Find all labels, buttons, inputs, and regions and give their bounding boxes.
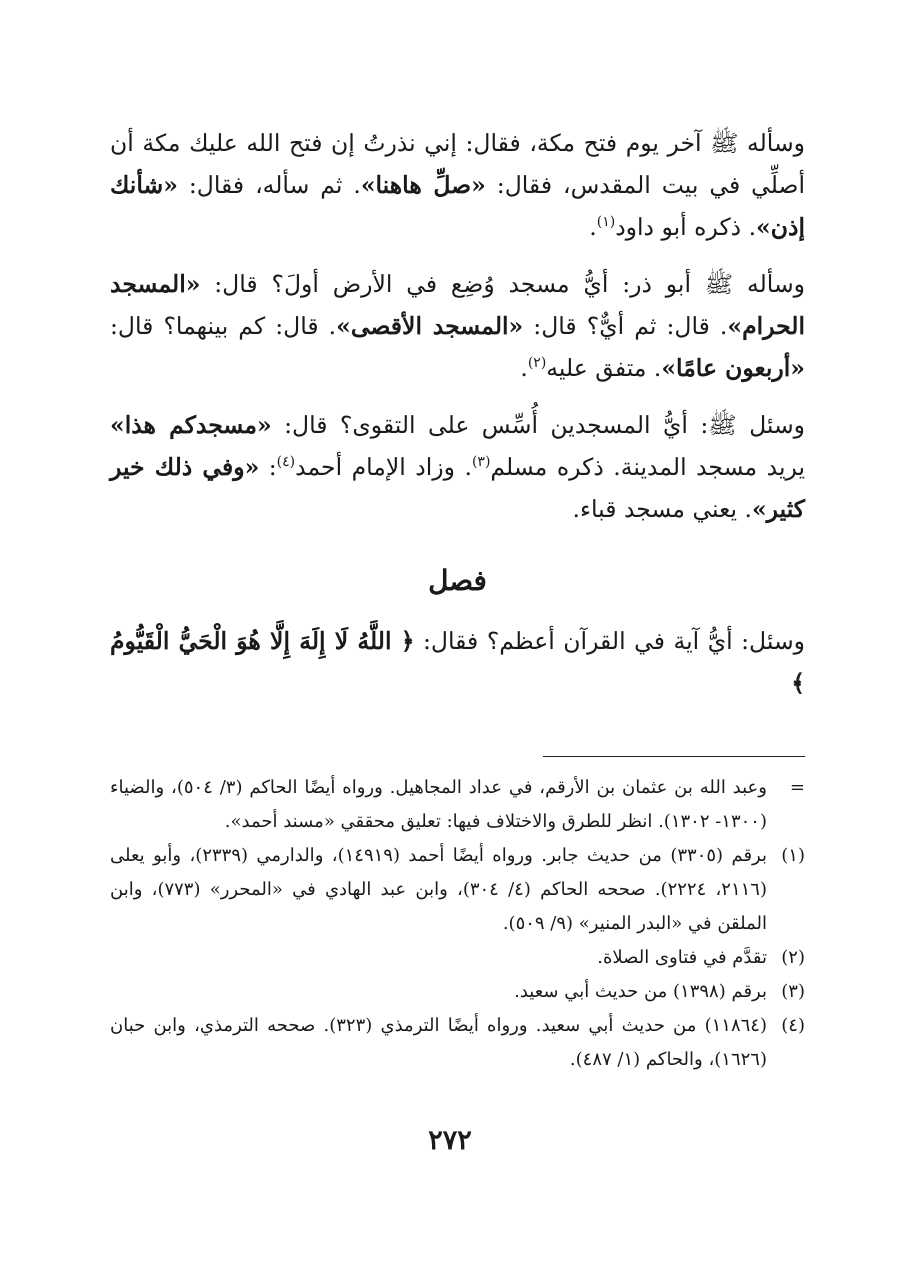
- text: وسأله ﷺ آخر يوم فتح مكة، فقال: إني نذرتُ إن فتح الله عليك مكة أن أصلِّي في بيت المقدس، فقال:: [110, 129, 806, 199]
- text: . ثم سأله، فقال:: [177, 171, 361, 199]
- footnote-text: تقدَّم في فتاوى الصلاة.: [597, 947, 767, 968]
- footnote-number: =: [789, 777, 805, 798]
- text: . وزاد الإمام أحمد: [295, 453, 472, 481]
- text: . يعني مسجد قباء.: [572, 495, 752, 523]
- footnote-text: برقم (١٣٩٨) من حديث أبي سعيد.: [514, 981, 767, 1002]
- footnote-text: (١١٨٦٤) من حديث أبي سعيد. ورواه أيضًا الترمذي (٣٢٣). صححه الترمذي، وابن حبان (١٦٢٦)، والحاكم (١/ ٤٨٧).: [110, 1015, 767, 1070]
- hadith-quote: «وفي ذلك خير كثير»: [110, 453, 805, 523]
- hadith-quote: «المسجد الحرام»: [110, 270, 805, 340]
- paragraph-2: [110, 263, 805, 389]
- page-body: [110, 122, 805, 1077]
- text: . قال: ثم أيٌّ؟ قال:: [523, 312, 728, 340]
- hadith-quote: «مسجدكم هذا»: [110, 411, 272, 439]
- text: وسأله ﷺ أبو ذر: أيُّ مسجد وُضِع في الأرض أولَ؟ قال:: [200, 270, 805, 298]
- footnote-2: [110, 941, 805, 975]
- paragraph-3: [110, 404, 805, 530]
- text: . متفق عليه: [546, 354, 662, 382]
- footnote-4: [110, 1009, 805, 1077]
- footnote-ref-2[interactable]: (٢): [527, 355, 547, 371]
- footnote-number: (٢): [781, 947, 805, 968]
- hadith-quote: «أربعون عامًا»: [661, 354, 805, 382]
- quran-verse: ﴿ اللَّهُ لَا إِلَهَ إِلَّا هُوَ الْحَيُّ الْقَيُّومُ ﴾: [110, 627, 805, 697]
- text: يريد مسجد المدينة. ذكره مسلم: [490, 453, 805, 481]
- hadith-quote: «شأنك إذن»: [110, 171, 805, 241]
- section-title: فصل: [428, 564, 487, 597]
- footnote-number: (٤): [781, 1015, 805, 1036]
- text: .: [520, 354, 528, 382]
- footnote-continued: [110, 771, 805, 839]
- footnote-divider: [543, 756, 805, 757]
- footnote-3: [110, 975, 805, 1009]
- paragraph-1: [110, 122, 805, 248]
- hadith-quote: «صلِّ هاهنا»: [360, 171, 486, 199]
- page-number: ٢٧٢: [428, 1125, 472, 1156]
- footnote-ref-1[interactable]: (١): [596, 214, 616, 230]
- text: .: [589, 213, 597, 241]
- footnote-1: [110, 839, 805, 941]
- footnote-text: برقم (٣٣٠٥) من حديث جابر. ورواه أيضًا أحمد (١٤٩١٩)، والدارمي (٢٣٣٩)، وأبو يعلى (٢١١٦، ٢٢٢٤). صححه الحاكم (٤/ ٣٠٤)، وابن عبد الهادي في «المحرر» (٧٧٣)، وابن الملقن في «البدر المنير» (٩/ ٥٠٩).: [110, 845, 767, 934]
- text: وسئل: أيُّ آية في القرآن أعظم؟ فقال:: [414, 627, 805, 655]
- text: . قال: كم بينهما؟ قال:: [110, 312, 337, 340]
- text: وسئل ﷺ: أيُّ المسجدين أُسِّس على التقوى؟ قال:: [271, 411, 805, 439]
- footnotes: [110, 771, 805, 1077]
- footnote-ref-4[interactable]: (٤): [276, 454, 296, 470]
- hadith-quote: «المسجد الأقصى»: [336, 312, 524, 340]
- text: . ذكره أبو داود: [615, 213, 757, 241]
- paragraph-4: [110, 620, 805, 704]
- footnote-ref-3[interactable]: (٣): [471, 454, 491, 470]
- footnote-number: (٣): [781, 981, 805, 1002]
- text: :: [259, 453, 277, 481]
- footnote-text: وعبد الله بن عثمان بن الأرقم، في عداد المجاهيل. ورواه أيضًا الحاكم (٣/ ٥٠٤)، والضياء (١٣٠٠- ١٣٠٢). انظر للطرق والاختلاف فيها: تعليق محققي «مسند أحمد».: [110, 777, 767, 832]
- footnote-number: (١): [781, 845, 805, 866]
